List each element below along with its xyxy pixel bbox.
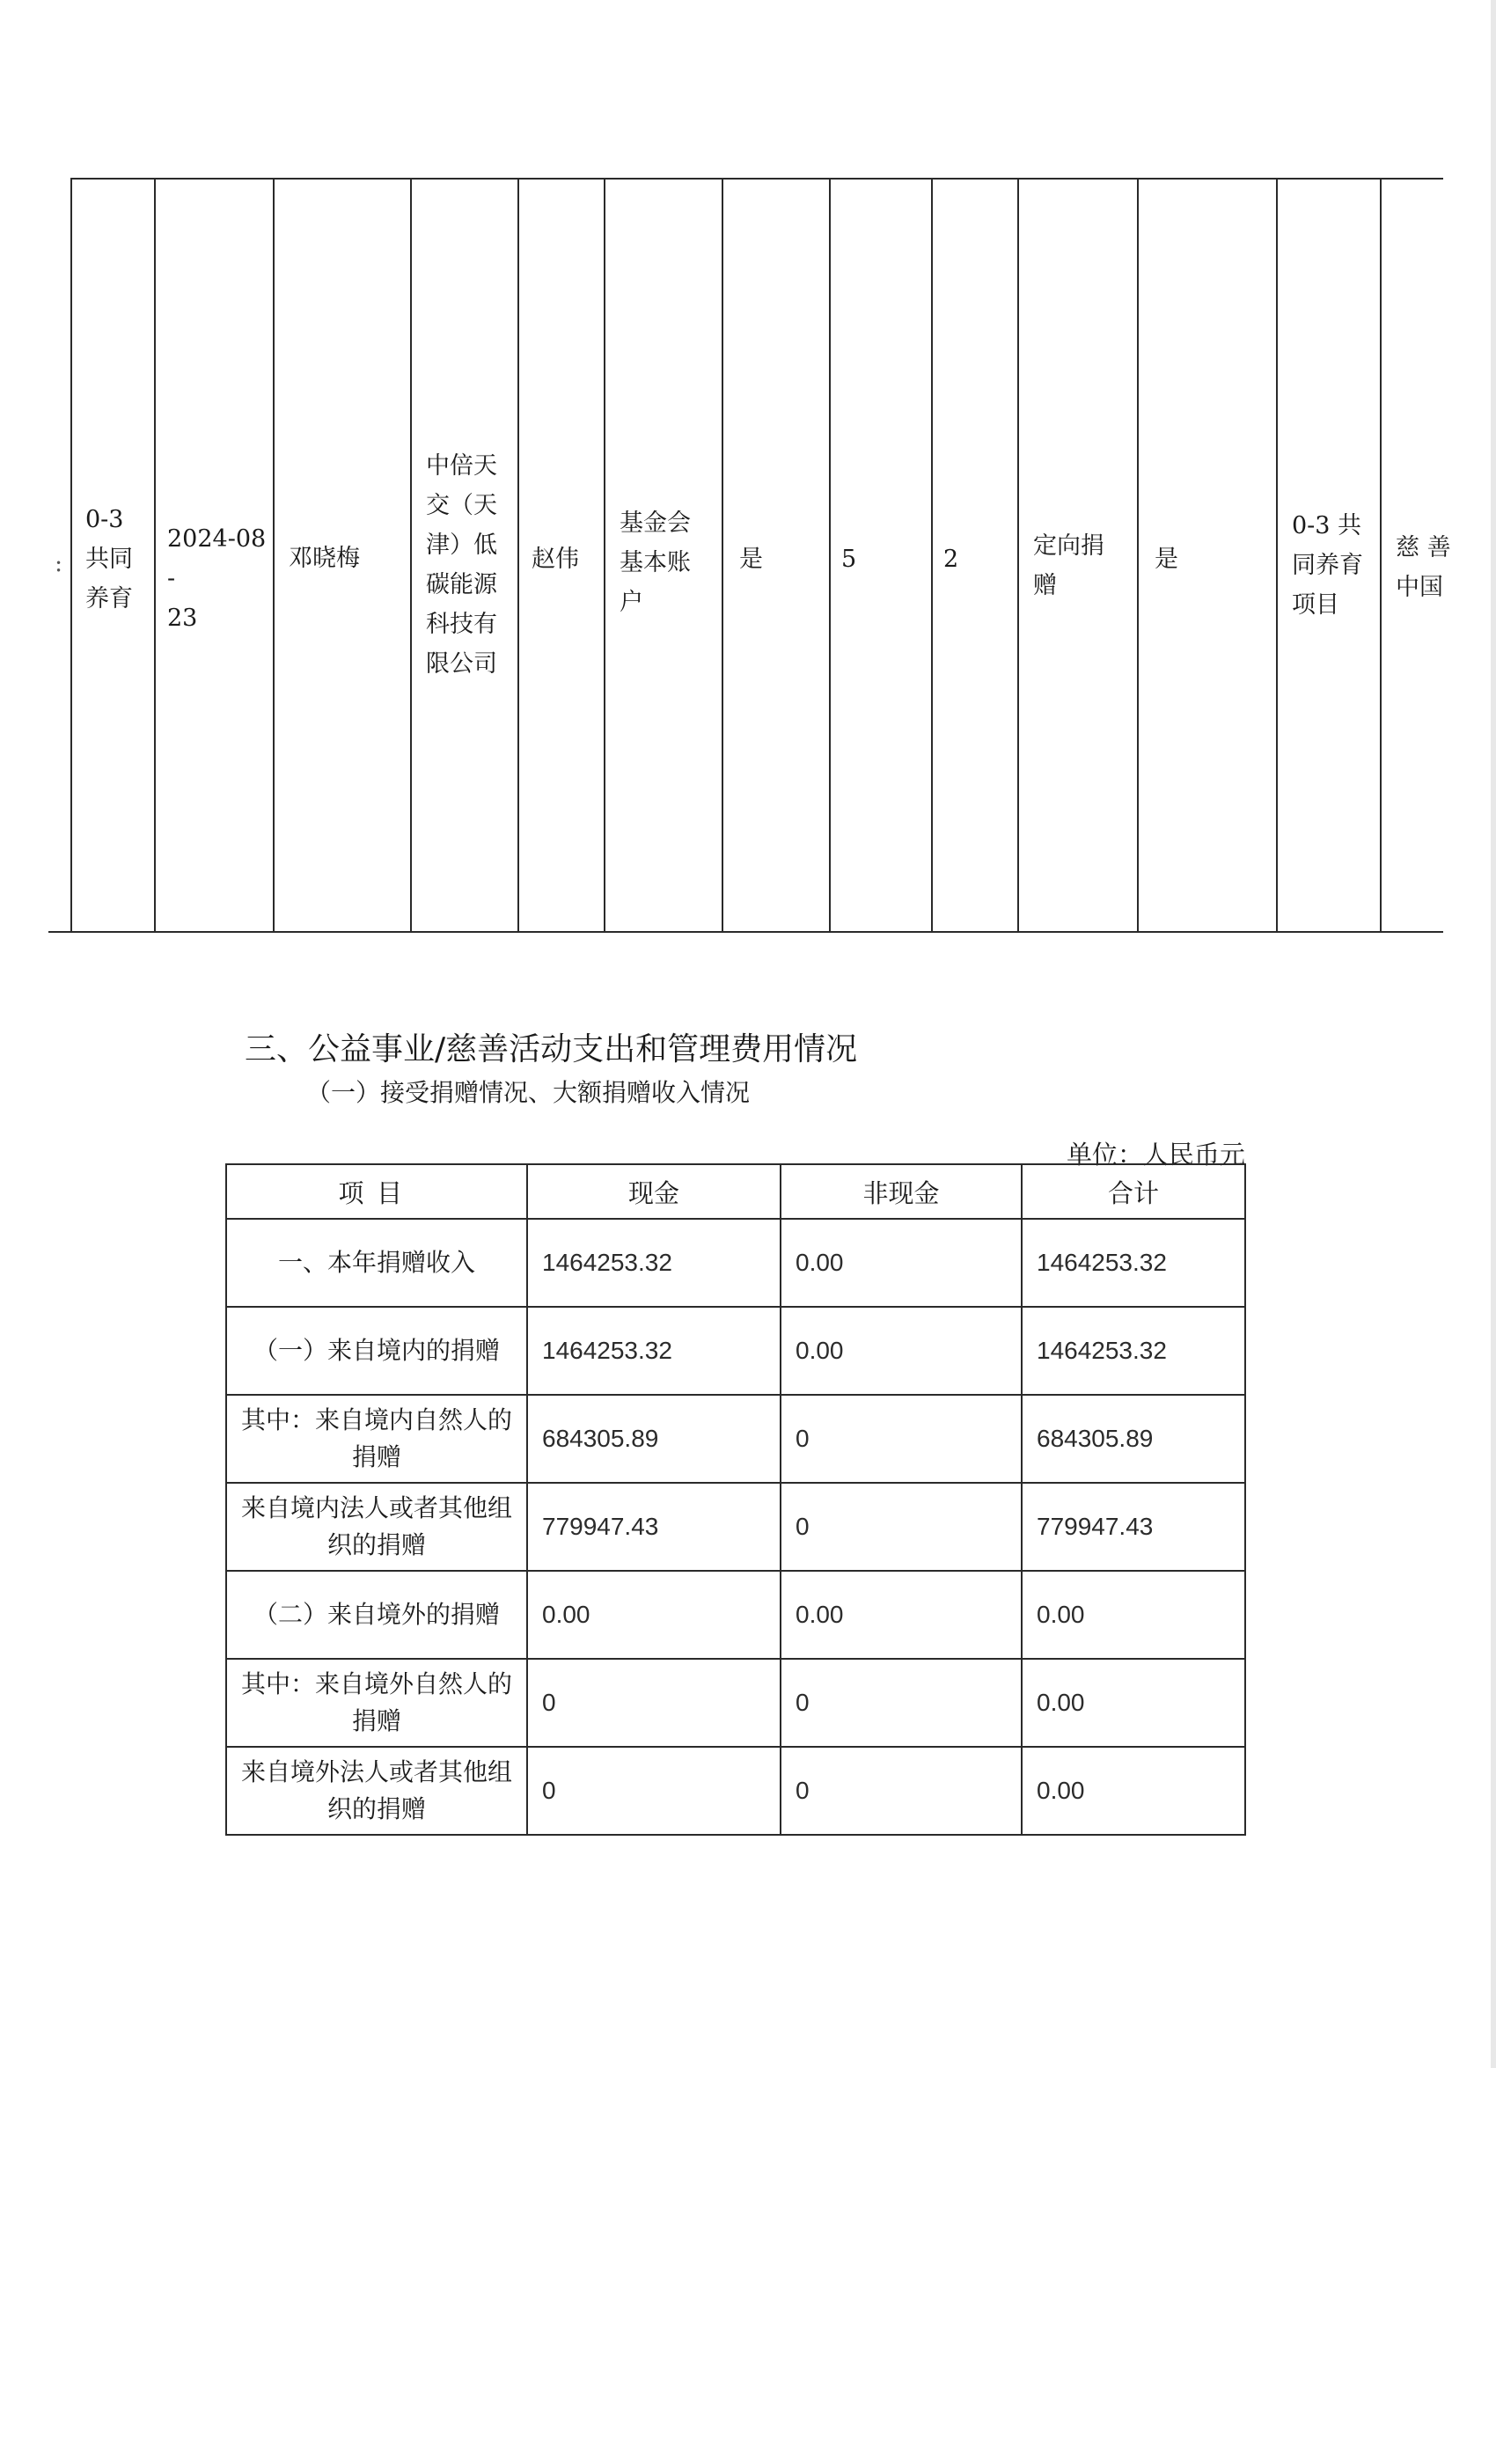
cash-value: 684305.89 (527, 1395, 781, 1483)
section-title: 三、公益事业/慈善活动支出和管理费用情况 (245, 1031, 858, 1067)
row-label: 来自境外法人或者其他组织的捐赠 (226, 1747, 527, 1835)
cash-value: 779947.43 (527, 1483, 781, 1571)
project-cell: 0-3 共同 养育 (85, 506, 133, 612)
currency-unit: 单位：人民币元 (1067, 1140, 1246, 1170)
table-row (226, 1747, 1245, 1835)
col-divider (1380, 178, 1382, 931)
noncash-value: 0 (781, 1483, 1022, 1571)
date-cell: 2024-08- 23 (167, 525, 267, 632)
table-row (226, 1483, 1245, 1571)
flag-cell-2: 是 (1155, 546, 1178, 573)
cash-value: 0 (527, 1659, 781, 1747)
continued-donation-table (0, 0, 1496, 968)
account-cell: 基金会 基本账 户 (620, 510, 691, 616)
header-cash: 现金 (527, 1164, 781, 1219)
row-label: （二）来自境外的捐赠 (226, 1571, 527, 1659)
donation-income-table (225, 1163, 1246, 1836)
col-divider (604, 178, 605, 931)
edge-mark: : (55, 550, 63, 577)
truncated-cell: 慈 善 中国 (1396, 534, 1451, 601)
table-row (226, 1307, 1245, 1395)
cash-value: 1464253.32 (527, 1219, 781, 1307)
col-divider (517, 178, 519, 931)
total-value: 1464253.32 (1022, 1307, 1245, 1395)
section-subtitle: （一）接受捐赠情况、大额捐赠收入情况 (306, 1078, 751, 1107)
table-row (226, 1571, 1245, 1659)
table-header-row (226, 1164, 1245, 1219)
noncash-value: 0 (781, 1747, 1022, 1835)
cash-value: 0.00 (527, 1571, 781, 1659)
donation-type-cell: 定向捐 赠 (1033, 532, 1104, 599)
value-cell-a: 5 (841, 546, 857, 573)
row-label: 一、本年捐赠收入 (226, 1219, 527, 1307)
value-cell-b: 2 (943, 546, 959, 573)
col-divider (829, 178, 831, 931)
total-value: 0.00 (1022, 1747, 1245, 1835)
cash-value: 1464253.32 (527, 1307, 781, 1395)
col-divider (273, 178, 275, 931)
row-label: 其中：来自境内自然人的捐赠 (226, 1395, 527, 1483)
total-value: 684305.89 (1022, 1395, 1245, 1483)
table-top-border (70, 178, 1443, 180)
noncash-value: 0 (781, 1659, 1022, 1747)
col-divider (722, 178, 723, 931)
handler-cell: 邓晓梅 (289, 545, 360, 572)
col-divider (1137, 178, 1139, 931)
col-divider (154, 178, 156, 931)
total-value: 779947.43 (1022, 1483, 1245, 1571)
table-row (226, 1219, 1245, 1307)
noncash-value: 0 (781, 1395, 1022, 1483)
header-item: 项目 (226, 1164, 527, 1219)
col-divider (1017, 178, 1019, 931)
total-value: 1464253.32 (1022, 1219, 1245, 1307)
table-row (226, 1659, 1245, 1747)
row-label: 来自境内法人或者其他组织的捐赠 (226, 1483, 527, 1571)
row-label: 其中：来自境外自然人的捐赠 (226, 1659, 527, 1747)
noncash-value: 0.00 (781, 1307, 1022, 1395)
total-value: 0.00 (1022, 1571, 1245, 1659)
header-noncash: 非现金 (781, 1164, 1022, 1219)
table-bottom-border (48, 931, 1443, 933)
noncash-value: 0.00 (781, 1571, 1022, 1659)
noncash-value: 0.00 (781, 1219, 1022, 1307)
cash-value: 0 (527, 1747, 781, 1835)
row-label: （一）来自境内的捐赠 (226, 1307, 527, 1395)
col-divider (1276, 178, 1278, 931)
table-row (226, 1395, 1245, 1483)
col-divider (410, 178, 412, 931)
col-divider (70, 178, 72, 931)
flag-cell: 是 (739, 546, 763, 573)
purpose-cell: 0-3 共 同养育 项目 (1292, 512, 1363, 619)
col-divider (931, 178, 933, 931)
donor-cell: 中倍天 交（天 津）低 碳能源 科技有 限公司 (426, 452, 497, 678)
header-total: 合计 (1022, 1164, 1245, 1219)
contact-cell: 赵伟 (532, 546, 579, 573)
total-value: 0.00 (1022, 1659, 1245, 1747)
